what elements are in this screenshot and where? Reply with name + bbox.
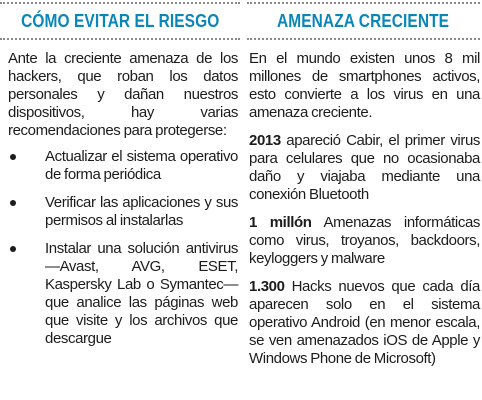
recommendation-text: Verificar las aplicaciones y sus permisos al instalarlas bbox=[45, 194, 238, 229]
stat-text: apareció Cabir, el primer virus para celulares que no ocasionaba daño y viajaba mediante una conexión Bluetooth bbox=[249, 132, 480, 203]
recommendation-text: Actualizar el sistema operativo de forma periódica bbox=[45, 148, 238, 183]
stat-lead: 2013 bbox=[249, 132, 281, 149]
left-header bbox=[0, 2, 240, 40]
bullet-icon bbox=[10, 154, 16, 160]
recommendation-item bbox=[0, 240, 240, 348]
right-intro-paragraph: En el mundo existen unos 8 mil millones de smartphones activos, esto convierte a los virus en una amenaza creciente. bbox=[249, 50, 480, 121]
left-header-title: CÓMO EVITAR EL RIESGO bbox=[20, 10, 220, 31]
stat-text: Amenazas informáticas como virus, troyanos, backdoors, keyloggers y malware bbox=[249, 214, 480, 267]
right-header-title: AMENAZA CRECIENTE bbox=[277, 10, 450, 31]
stat-paragraph bbox=[247, 278, 480, 368]
stat-text: Hacks nuevos que cada día aparecen solo en el sistema operativo Android (en menor escala, se ven amenazados iOS de Apple y Windows Phone de Microsoft) bbox=[249, 278, 480, 367]
bullet-icon bbox=[10, 246, 16, 252]
stat-paragraph bbox=[247, 132, 480, 204]
bullet-icon bbox=[10, 200, 16, 206]
stat-lead: 1 millón bbox=[249, 214, 312, 231]
right-column bbox=[247, 0, 480, 378]
left-column bbox=[0, 0, 240, 358]
stat-lead: 1.300 bbox=[249, 278, 285, 295]
recommendation-item bbox=[0, 194, 240, 230]
recommendation-text: Instalar una solución antivirus —Avast, AVG, ESET, Kaspersky Lab o Symantec— que analice las páginas web que visite y los archivos que descargue bbox=[45, 240, 238, 347]
left-intro-paragraph: Ante la creciente amenaza de los hackers, que roban los datos personales y dañan nuestros dispositivos, hay varias recomendaciones para protegerse: bbox=[8, 50, 238, 139]
recommendation-list bbox=[0, 148, 240, 348]
right-header bbox=[247, 2, 480, 40]
recommendation-item bbox=[0, 148, 240, 184]
stat-paragraph bbox=[247, 214, 480, 268]
